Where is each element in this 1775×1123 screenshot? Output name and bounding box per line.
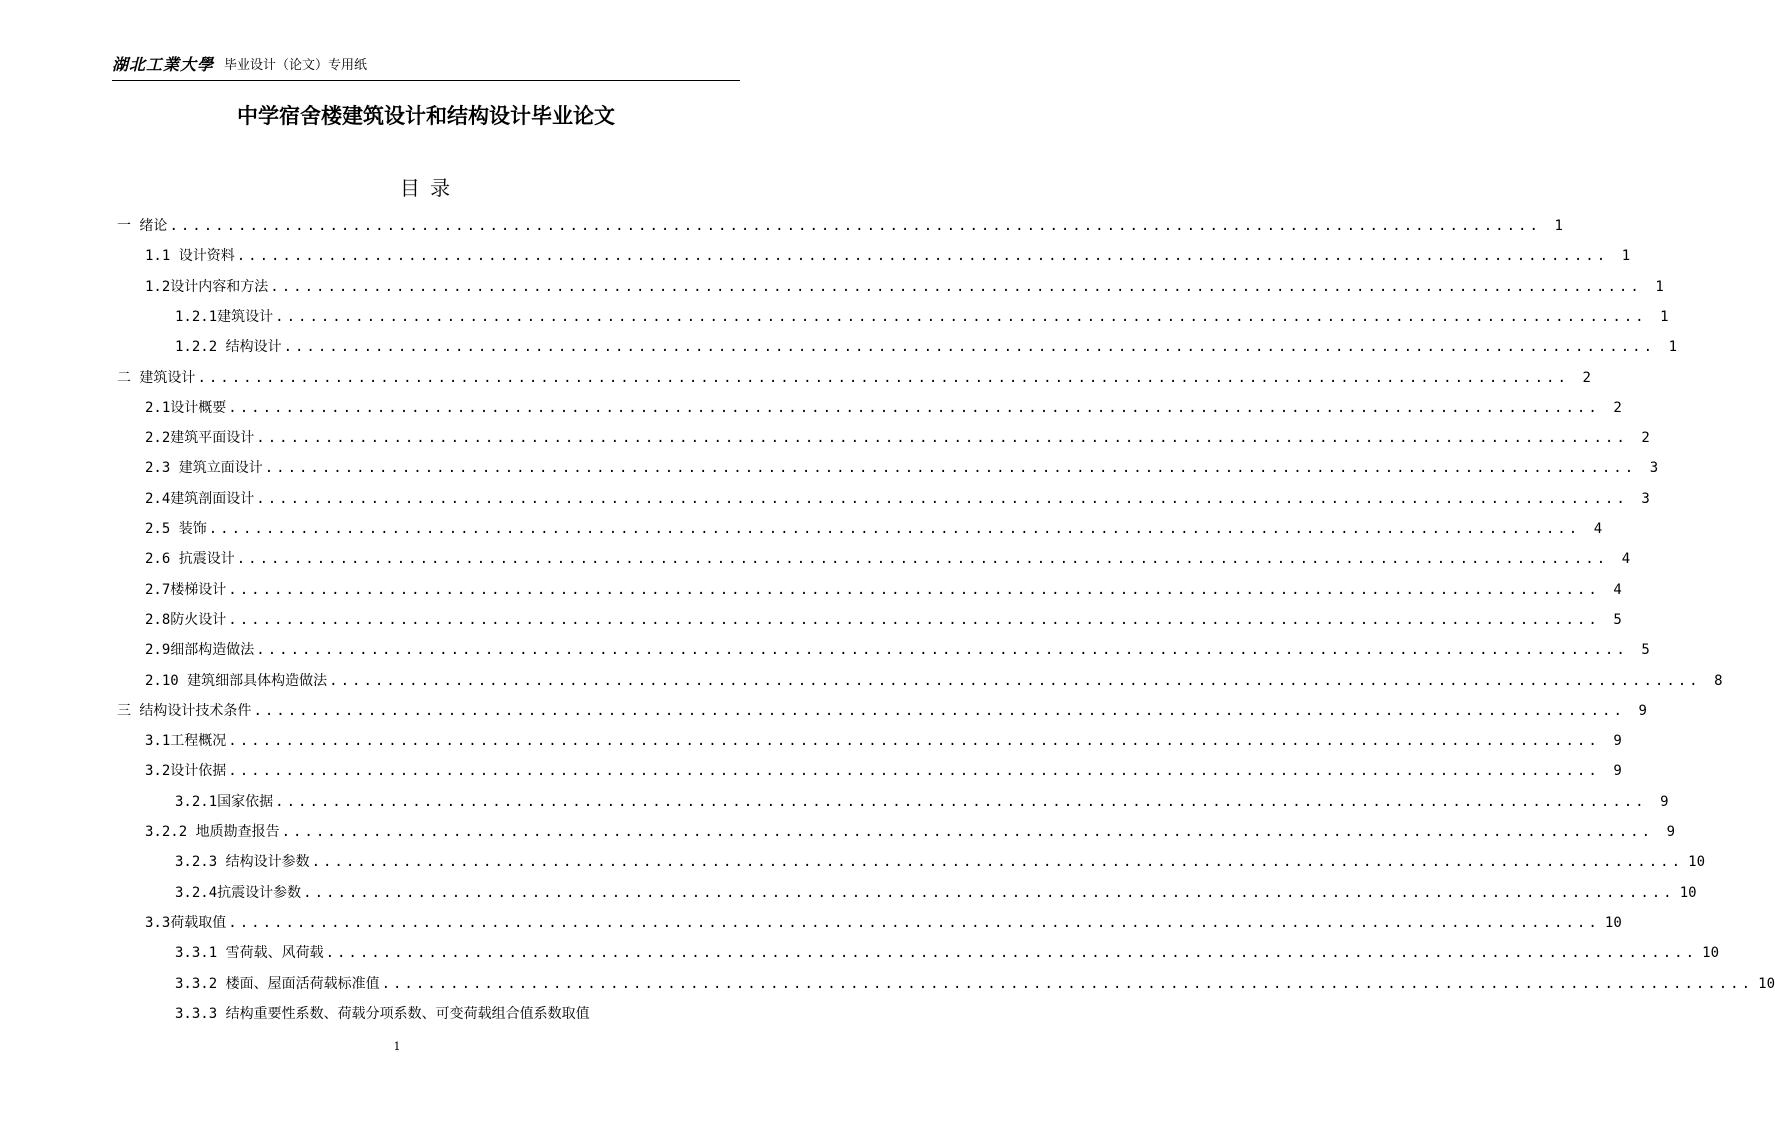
toc-entry-page: 5: [1641, 642, 1650, 659]
toc-entry-page: 3: [1641, 490, 1650, 507]
page-header: [112, 52, 740, 82]
toc-entry-label: 3.2.1国家依据: [175, 793, 274, 810]
toc-entry[interactable]: [145, 660, 1723, 690]
toc-entry-label: 3.3.1 雪荷载、风荷载: [175, 945, 324, 962]
toc-entry-label: 2.1设计概要: [145, 399, 227, 416]
toc-entry[interactable]: [145, 387, 1622, 417]
toc-entry-label: 2.3 建筑立面设计: [145, 460, 263, 477]
toc-dot-leader: ........................................................................................................................: [329, 672, 1701, 689]
toc-dot-leader: ........................................................................................................................: [197, 369, 1569, 386]
toc-entry-page: 1: [1655, 278, 1664, 295]
toc-entry[interactable]: [175, 963, 1775, 993]
toc-entry-label: 3.2设计依据: [145, 763, 227, 780]
toc-dot-leader: ........................................................................................................................: [253, 702, 1625, 719]
toc-entry[interactable]: [145, 266, 1664, 296]
toc-dot-leader: ........................................................................................................................: [311, 854, 1684, 871]
toc-entry-page: 4: [1593, 521, 1603, 537]
toc-entry-label: 3.3.2 楼面、屋面活荷载标准值: [175, 975, 380, 992]
toc-entry-label: 一 绪论: [117, 218, 168, 234]
toc-entry-label: 2.9细部构造做法: [145, 642, 255, 659]
toc-entry[interactable]: [175, 781, 1669, 811]
toc-dot-leader: ........................................................................................................................: [281, 824, 1654, 840]
toc-entry-page: 10: [1688, 854, 1706, 871]
toc-dot-leader: ........................................................................................................................: [208, 521, 1581, 537]
university-logo: 湖北工業大學: [112, 55, 215, 74]
toc-entry-page: 8: [1714, 672, 1723, 689]
toc-entry[interactable]: [175, 296, 1669, 326]
toc-entry-label: 1.2设计内容和方法: [145, 278, 269, 295]
header-subtitle: 毕业设计（论文）专用纸: [224, 58, 368, 73]
toc-entry-page: 2: [1641, 430, 1650, 447]
toc-entry-page: 1: [1668, 339, 1678, 356]
toc-entry-page: 9: [1613, 763, 1622, 780]
toc-entry[interactable]: [175, 993, 737, 1023]
toc-entry[interactable]: [145, 417, 1650, 447]
toc-dot-leader: ........................................................................................................................: [303, 884, 1675, 901]
toc-entry[interactable]: [145, 235, 1631, 265]
toc-dot-leader: ........................................................................................................................: [169, 218, 1541, 234]
toc-entry[interactable]: [117, 357, 1591, 387]
toc-dot-leader: ........................................................................................................................: [228, 581, 1600, 598]
toc-entry-label: 2.10 建筑细部具体构造做法: [145, 672, 328, 689]
toc-entry-page: 10: [1758, 975, 1775, 992]
toc-dot-leader: ........................................................................................................................: [264, 460, 1637, 477]
toc-entry-page: 2: [1582, 369, 1591, 386]
toc-entry-page: 1: [1554, 218, 1563, 234]
toc-entry-page: 10: [1604, 914, 1622, 931]
toc-entry[interactable]: [145, 811, 1676, 841]
toc-entry-label: 3.2.2 地质勘查报告: [145, 824, 280, 840]
toc-entry[interactable]: [145, 902, 1622, 932]
toc-entry-label: 3.3.3 结构重要性系数、荷载分项系数、可变荷载组合值系数取值: [175, 1005, 590, 1022]
toc-entry-label: 3.2.4抗震设计参数: [175, 884, 302, 901]
toc-entry-page: 9: [1638, 702, 1647, 719]
toc-dot-leader: ........................................................................................................................: [381, 975, 1754, 992]
toc-entry-label: 1.2.1建筑设计: [175, 308, 274, 325]
header-divider: [112, 80, 740, 81]
toc-dot-leader: ........................................................................................................................: [236, 551, 1609, 568]
toc-entry-label: 2.6 抗震设计: [145, 551, 235, 568]
toc-dot-leader: ........................................................................................................................: [275, 793, 1647, 810]
toc-entry[interactable]: [145, 538, 1631, 568]
toc-dot-leader: ........................................................................................................................: [236, 248, 1609, 265]
toc-entry-page: 1: [1621, 248, 1631, 265]
toc-entry-label: 2.8防火设计: [145, 611, 227, 628]
page-number: 1: [393, 1040, 401, 1053]
toc-dot-leader: ........................................................................................................................: [283, 339, 1656, 356]
toc-dot-leader: ........................................................................................................................: [275, 308, 1647, 325]
toc-entry-label: 2.2建筑平面设计: [145, 430, 255, 447]
toc-entry-page: 5: [1613, 611, 1622, 628]
toc-entry-page: 9: [1613, 733, 1622, 750]
toc-entry[interactable]: [145, 720, 1622, 750]
toc-dot-leader: ........................................................................................................................: [256, 430, 1628, 447]
toc-entry-page: 10: [1679, 884, 1697, 901]
toc-entry-label: 二 建筑设计: [117, 369, 196, 386]
toc-entry[interactable]: [175, 841, 1706, 871]
toc-entry[interactable]: [117, 690, 1647, 720]
toc-dot-leader: ........................................................................................................................: [228, 399, 1600, 416]
toc-dot-leader: ........................................................................................................................: [228, 763, 1600, 780]
toc-dot-leader: ........................................................................................................................: [228, 914, 1600, 931]
toc-entry-page: 9: [1666, 824, 1676, 840]
toc-entry[interactable]: [145, 599, 1622, 629]
toc-entry[interactable]: [145, 750, 1622, 780]
toc-entry-label: 1.2.2 结构设计: [175, 339, 282, 356]
toc-dot-leader: ........................................................................................................................: [228, 611, 1600, 628]
toc-entry[interactable]: [175, 872, 1697, 902]
document-title: 中学宿舍楼建筑设计和结构设计毕业论文: [237, 104, 615, 128]
toc-entry-label: 2.5 装饰: [145, 521, 207, 537]
toc-entry-label: 2.4建筑剖面设计: [145, 490, 255, 507]
toc-entry-label: 2.7楼梯设计: [145, 581, 227, 598]
toc-entry[interactable]: [145, 569, 1622, 599]
toc-entry[interactable]: [175, 326, 1678, 356]
toc-dot-leader: ........................................................................................................................: [228, 733, 1600, 750]
toc-entry-label: 三 结构设计技术条件: [117, 702, 252, 719]
toc-entry[interactable]: [145, 508, 1603, 538]
toc-dot-leader: ........................................................................................................................: [256, 642, 1628, 659]
toc-entry[interactable]: [117, 205, 1563, 235]
toc-entry-page: 2: [1613, 399, 1622, 416]
toc-entry-page: 10: [1702, 945, 1720, 962]
toc-entry[interactable]: [145, 629, 1650, 659]
toc-dot-leader: ........................................................................................................................: [270, 278, 1642, 295]
toc-entry-label: 1.1 设计资料: [145, 248, 235, 265]
toc-entry-page: 4: [1613, 581, 1622, 598]
toc-dot-leader: ........................................................................................................................: [325, 945, 1698, 962]
toc-entry[interactable]: [145, 478, 1650, 508]
toc-entry-page: 9: [1660, 793, 1669, 810]
toc-entry-page: 1: [1660, 308, 1669, 325]
toc-entry[interactable]: [145, 447, 1659, 477]
toc-entry-label: 3.2.3 结构设计参数: [175, 854, 310, 871]
toc-dot-leader: ........................................................................................................................: [256, 490, 1628, 507]
toc-heading: 目 录: [399, 176, 453, 200]
toc-entry-page: 4: [1621, 551, 1631, 568]
toc-entry-page: 3: [1649, 460, 1659, 477]
toc-entry-label: 3.1工程概况: [145, 733, 227, 750]
toc-entry-label: 3.3荷载取值: [145, 914, 227, 931]
toc-entry[interactable]: [175, 932, 1720, 962]
